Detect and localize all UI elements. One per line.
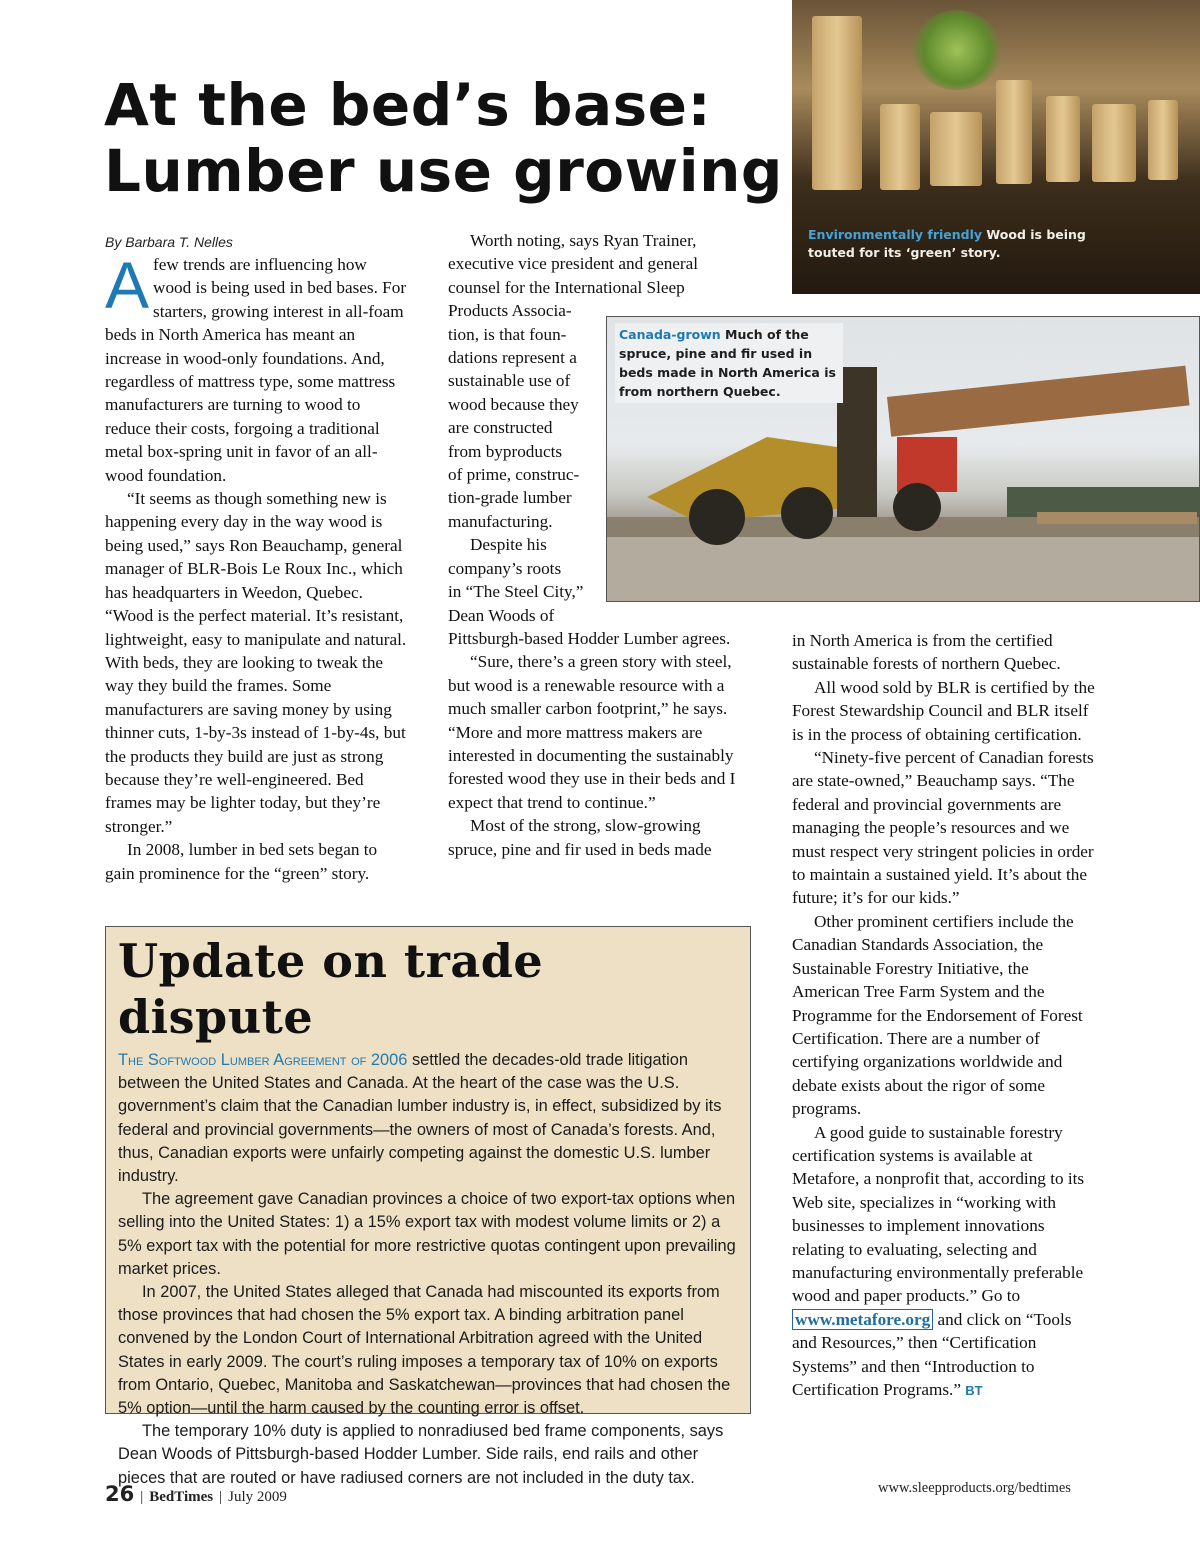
paragraph: The temporary 10% duty is applied to nonradiused bed frame components, says Dean Woods of Pittsburgh-based Hodder Lumber. Side rails, end rails and other pieces that are routed or have radiused corners are not included in the duty tax. — [118, 1422, 724, 1487]
wheel-shape — [689, 489, 745, 545]
footer-left — [105, 1482, 287, 1506]
log-stack-shape — [887, 366, 1190, 437]
byline: By Barbara T. Nelles — [105, 234, 233, 250]
separator: | — [140, 1489, 144, 1505]
paragraph-text: A good guide to sustainable forestry certification systems is available at Metafore, a nonprofit that, according to its Web site, specializes in “working with businesses to implement innovations relating to evaluating, selecting and manufacturing environmentally preferable wood and paper products.” Go to — [792, 1122, 1085, 1306]
paragraph-text: few trends are influencing how wood is being used in bed bases. For starters, growing interest in all-foam beds in North America has meant an increase in wood-only foundations. And, regardless of mattress type, some mattress manufacturers are turning to wood to reduce their costs, forgoing a traditional metal box-spring unit in favor of an all-wood foundation. — [105, 255, 407, 485]
title-line-2: Lumber use growing — [104, 137, 783, 205]
end-mark: BT — [965, 1383, 983, 1398]
caption-text: Much of the spruce, pine and fir used in beds made in North America is from northern Quebec. — [619, 327, 836, 399]
separator: | — [219, 1489, 223, 1505]
paragraph — [105, 248, 407, 487]
narrow-line: Dean Woods of — [448, 605, 555, 625]
footer-url: www.sleepproducts.org/bedtimes — [878, 1480, 1071, 1496]
red-vehicle-shape — [897, 437, 957, 492]
wood-block — [880, 104, 920, 190]
paragraph: The agreement gave Canadian provinces a choice of two export-tax options when selling into the United States: 1) a 15% export tax with modest volume limits or 2) a 5% export tax with the potential for more restrictive quotas contingent upon prevailing market prices. — [118, 1190, 736, 1278]
magazine-name: BedTimes — [149, 1489, 214, 1505]
logging-machinery-photo — [606, 316, 1200, 602]
wheel-shape — [781, 487, 833, 539]
narrow-line: in “The Steel City,” — [448, 582, 584, 602]
narrow-line: are constructed — [448, 418, 553, 438]
log-pile-shape — [1037, 512, 1197, 524]
photo-caption-top — [808, 226, 1108, 262]
paragraph: “Sure, there’s a green story with steel, but wood is a renewable resource with a much smaller carbon footprint,” he says. “More and more mattress makers are interested in documenting the sustainably forested wood they use in their beds and I expect that trend to continue.” — [448, 652, 736, 812]
narrow-line: sustainable use of — [448, 371, 571, 391]
loader-mast-shape — [837, 367, 877, 517]
paragraph-text: settled the decades-old trade litigation between the United States and Canada. At the heart of the case was the U.S. government’s claim that the Canadian lumber industry is, in effect, subsidized by its federal and provincial governments—the owners of most of Canada’s forests. And, thus, Canadian exports were unfairly competing against the domestic U.S. lumber industry. — [118, 1051, 722, 1186]
sidebar-lead: The Softwood Lumber Agreement of 2006 — [118, 1051, 408, 1069]
sidebar-body — [118, 1049, 738, 1490]
narrow-line: manufacturing. — [448, 511, 553, 531]
drop-cap: A — [105, 248, 150, 322]
issue-date: July 2009 — [228, 1489, 287, 1505]
article-column-3 — [792, 629, 1097, 1402]
narrow-line: Products Associa- — [448, 301, 572, 321]
caption-text: Wood is being touted for its ‘green’ story. — [808, 227, 1086, 260]
paragraph-text: Pittsburgh-based Hodder Lumber agrees. — [448, 628, 731, 648]
page-number: 26 — [105, 1482, 135, 1506]
narrow-line: dations represent a — [448, 348, 577, 368]
wood-block — [996, 80, 1032, 184]
wood-blocks-photo — [792, 0, 1200, 294]
wood-block — [1092, 104, 1136, 182]
paragraph: Other prominent certifiers include the Canadian Standards Association, the Sustainable Forestry Initiative, the American Tree Farm System and the Programme for the Endorsement of Forest Certification. There are a number of certifying organizations worldwide and debate exists about the rigor of some programs. — [792, 911, 1083, 1119]
article-title — [104, 72, 794, 204]
narrow-line: Despite his — [470, 535, 547, 555]
wheel-shape — [893, 483, 941, 531]
paragraph: Most of the strong, slow-growing spruce, pine and fir used in beds made — [448, 816, 712, 859]
narrow-line: wood because they — [448, 394, 579, 414]
title-line-1: At the bed’s base: — [104, 71, 712, 139]
narrow-line: tion, is that foun- — [448, 324, 567, 344]
paragraph: All wood sold by BLR is certified by the Forest Stewardship Council and BLR itself is in the process of obtaining certification. — [792, 677, 1095, 744]
trade-dispute-sidebar — [105, 926, 751, 1487]
narrow-line: from byproducts — [448, 441, 563, 461]
wood-block — [1148, 100, 1178, 180]
paragraph: In 2007, the United States alleged that Canada had miscounted its exports from those provinces that had chosen the 5% export tax. A binding arbitration panel convened by the London Court of International Arbitration agreed with the United States in early 2009. The court’s ruling imposes a temporary tax of 10% on exports from Ontario, Quebec, Manitoba and Saskatchewan—provinces that had chosen the 5% option—until the harm caused by the counting error is offset. — [118, 1283, 731, 1418]
paragraph: “Ninety-five percent of Canadian forests are state-owned,” Beauchamp says. “The federal and provincial governments are managing the people’s resources and we must respect very stringent policies in order to maintain a sustained yield. It’s about the future; it’s for our kids.” — [792, 748, 1094, 908]
wood-block — [1046, 96, 1080, 182]
snow-shape — [607, 537, 1200, 602]
narrow-line: of prime, construc- — [448, 465, 580, 485]
narrow-line: tion-grade lumber — [448, 488, 572, 508]
caption-lead: Canada-grown — [619, 327, 721, 342]
metafore-link[interactable]: www.metafore.org — [792, 1309, 933, 1330]
wood-block — [930, 112, 982, 186]
narrow-line: company’s roots — [448, 558, 562, 578]
paragraph-text: Worth noting, says Ryan Trainer, executive vice president and general counsel for the International Sleep — [448, 231, 699, 297]
paragraph: “It seems as though something new is happening every day in the way wood is being used,” says Ron Beauchamp, general manager of BLR-Bois Le Roux Inc., which has headquarters in Weedon, Quebec. “Wood is the perfect material. It’s resistant, lightweight, easy to manipulate and natural. With beds, they are looking to tweak the way they build the frames. Some manufacturers are saving money by using thinner cuts, 1-by-3s instead of 1-by-4s, but the products they build are just as strong because they’re well-engineered. Bed frames may be lighter today, but they’re stronger.” — [105, 489, 407, 836]
wood-block — [812, 16, 862, 190]
paragraph — [118, 1049, 738, 1188]
paragraph: in North America is from the certified sustainable forests of northern Quebec. — [792, 631, 1061, 674]
plant-shape — [912, 10, 1002, 90]
paragraph: In 2008, lumber in bed sets began to gain prominence for the “green” story. — [105, 840, 378, 883]
paragraph-text: and click on “Tools and Resources,” then “Certification Systems” and then “Introduction to Certification Programs.” — [792, 1309, 1072, 1399]
sidebar-title: Update on trade dispute — [118, 934, 544, 1044]
paragraph — [792, 1121, 1097, 1403]
article-column-1 — [105, 248, 407, 885]
photo-caption-middle — [615, 323, 843, 403]
caption-lead: Environmentally friendly — [808, 227, 983, 242]
